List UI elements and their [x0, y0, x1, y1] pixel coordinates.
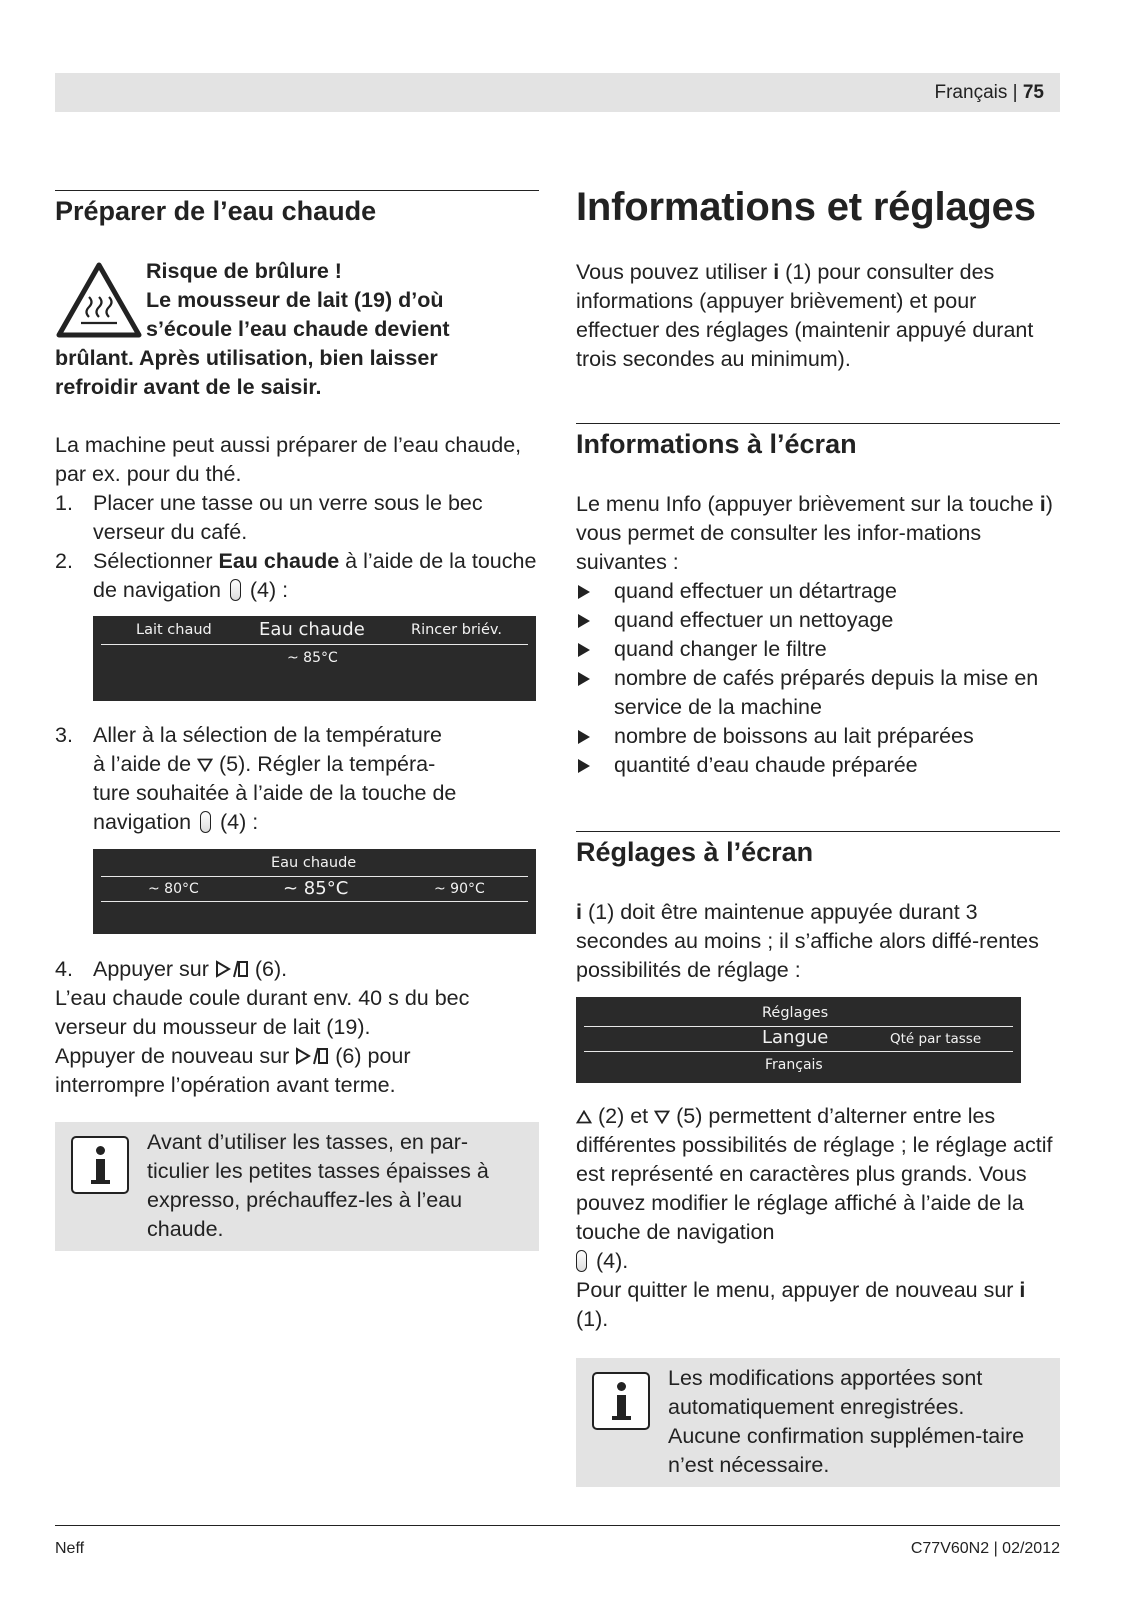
- screen-option-eau-chaude: Eau chaude: [259, 619, 365, 640]
- header-language: Français: [934, 82, 1008, 103]
- display-screen-hot-water: [93, 616, 536, 701]
- section-title-settings: Réglages à l’écran: [576, 837, 814, 867]
- list-item: nombre de cafés préparés depuis la mise en service de la machine: [576, 664, 1066, 722]
- after-paragraph-1: L’eau chaude coule durant env. 40 s du bec verseur du mousseur de lait (19).: [55, 986, 470, 1039]
- right-intro: Vous pouvez utiliser i (1) pour consulter des informations (appuyer brièvement) et pour effectuer des réglages (maintenir appuyé durant trois secondes au minimum).: [576, 260, 1034, 371]
- section-rule: [576, 423, 1060, 424]
- screen-title: Réglages: [762, 1005, 829, 1021]
- section-title-hot-water: Préparer de l’eau chaude: [55, 196, 377, 226]
- info-icon: [592, 1372, 650, 1430]
- up-arrow-icon: [576, 1110, 592, 1124]
- screen-divider: [101, 901, 528, 902]
- header-text: Français | 75: [934, 82, 1044, 103]
- down-arrow-icon: [197, 758, 213, 772]
- bullet-arrow-icon: [578, 614, 590, 628]
- page-title: Informations et réglages: [576, 185, 1036, 229]
- warning-line-4: brûlant. Après utilisation, bien laisser: [55, 346, 438, 370]
- screen-temp-80: ~ 80°C: [148, 881, 199, 897]
- bullet-arrow-icon: [578, 730, 590, 744]
- bullet-arrow-icon: [578, 759, 590, 773]
- bullet-arrow-icon: [578, 672, 590, 686]
- step-1-text: Placer une tasse ou un verre sous le bec verseur du café.: [93, 491, 483, 544]
- screen-temp-90: ~ 90°C: [434, 881, 485, 897]
- quit-paragraph: Pour quitter le menu, appuyer de nouveau sur i (1).: [576, 1278, 1026, 1331]
- navigation-key-icon: [230, 579, 241, 601]
- start-stop-icon: [295, 1047, 329, 1065]
- display-screen-temperature: [93, 849, 536, 934]
- burn-warning-icon: [55, 261, 143, 339]
- list-item: nombre de boissons au lait préparées: [576, 722, 1066, 751]
- list-item: quand effectuer un nettoyage: [576, 606, 1066, 635]
- screen-value-francais: Français: [765, 1057, 823, 1073]
- display-screen-settings: [576, 997, 1021, 1083]
- screen-divider: [101, 876, 528, 877]
- footer-code: C77V60N2 | 02/2012: [910, 1540, 1060, 1557]
- info-icon: [71, 1136, 129, 1194]
- page-number: 75: [1022, 82, 1044, 103]
- bullet-arrow-icon: [578, 585, 590, 599]
- navigation-key-icon: [200, 811, 211, 833]
- screen-option-rincer: Rincer briév.: [411, 622, 502, 638]
- after-paragraph-2: Appuyer de nouveau sur (6) pour interrompre l’opération avant terme.: [55, 1044, 411, 1097]
- footer-rule: [55, 1525, 1060, 1526]
- list-item: quand effectuer un détartrage: [576, 577, 1066, 606]
- navigation-key-icon: [576, 1250, 587, 1272]
- list-item: quantité d’eau chaude préparée: [576, 751, 1066, 780]
- info-text-preheat: Avant d’utiliser les tasses, en par-ticulier les petites tasses épaisses à expresso, préchauffez-les à l’eau chaude.: [147, 1130, 489, 1241]
- eau-chaude-label: Eau chaude: [218, 549, 340, 573]
- screen-temperature: ~ 85°C: [287, 650, 338, 666]
- info-menu-paragraph: Le menu Info (appuyer brièvement sur la touche i) vous permet de consulter les infor-mations suivantes :: [576, 492, 1053, 574]
- screen-option-lait-chaud: Lait chaud: [136, 622, 212, 638]
- info-box-autosave: [576, 1358, 1060, 1487]
- section-rule: [55, 190, 539, 191]
- intro-paragraph: La machine peut aussi préparer de l’eau chaude, par ex. pour du thé.: [55, 433, 522, 486]
- start-stop-icon: [215, 960, 249, 978]
- footer-brand: Neff: [55, 1540, 85, 1557]
- section-rule: [576, 831, 1060, 832]
- step-3: 3. Aller à la sélection de la température à l’aide de (5). Régler la tempéra- ture souhaitée à l’aide de la touche de navigation (4) :: [55, 723, 457, 834]
- screen-divider: [584, 1051, 1013, 1052]
- info-bullet-list: [576, 577, 1066, 780]
- screen-title: Eau chaude: [271, 855, 357, 871]
- settings-paragraph: i (1) doit être maintenue appuyée durant 3 secondes au moins ; il s’affiche alors diffé-rentes possibilités de réglage :: [576, 900, 1039, 982]
- warning-line-1: Risque de brûlure !: [146, 259, 342, 283]
- screen-option-langue: Langue: [762, 1027, 829, 1048]
- down-arrow-icon: [654, 1110, 670, 1124]
- warning-line-5: refroidir avant de le saisir.: [55, 375, 322, 399]
- info-box-preheat: [55, 1122, 539, 1251]
- screen-option-qte: Qté par tasse: [890, 1031, 982, 1047]
- page-header: [55, 73, 1060, 112]
- screen-divider: [101, 644, 528, 645]
- list-item: quand changer le filtre: [576, 635, 1066, 664]
- section-title-info: Informations à l’écran: [576, 429, 857, 459]
- bullet-arrow-icon: [578, 643, 590, 657]
- screen-temp-85: ~ 85°C: [283, 878, 349, 899]
- warning-line-2: Le mousseur de lait (19) d’où: [146, 288, 444, 312]
- navigation-paragraph: (2) et (5) permettent d’alterner entre les différentes possibilités de réglage ; le réglage actif est représenté en caractères plus grands. Vous pouvez modifier le réglage affiché à l’aide de la touche de navigation (4).: [576, 1104, 1053, 1273]
- info-text-autosave: Les modifications apportées sont automatiquement enregistrées. Aucune confirmation supplémen-taire n’est nécessaire.: [668, 1366, 1025, 1477]
- warning-line-3: s’écoule l’eau chaude devient: [146, 317, 450, 341]
